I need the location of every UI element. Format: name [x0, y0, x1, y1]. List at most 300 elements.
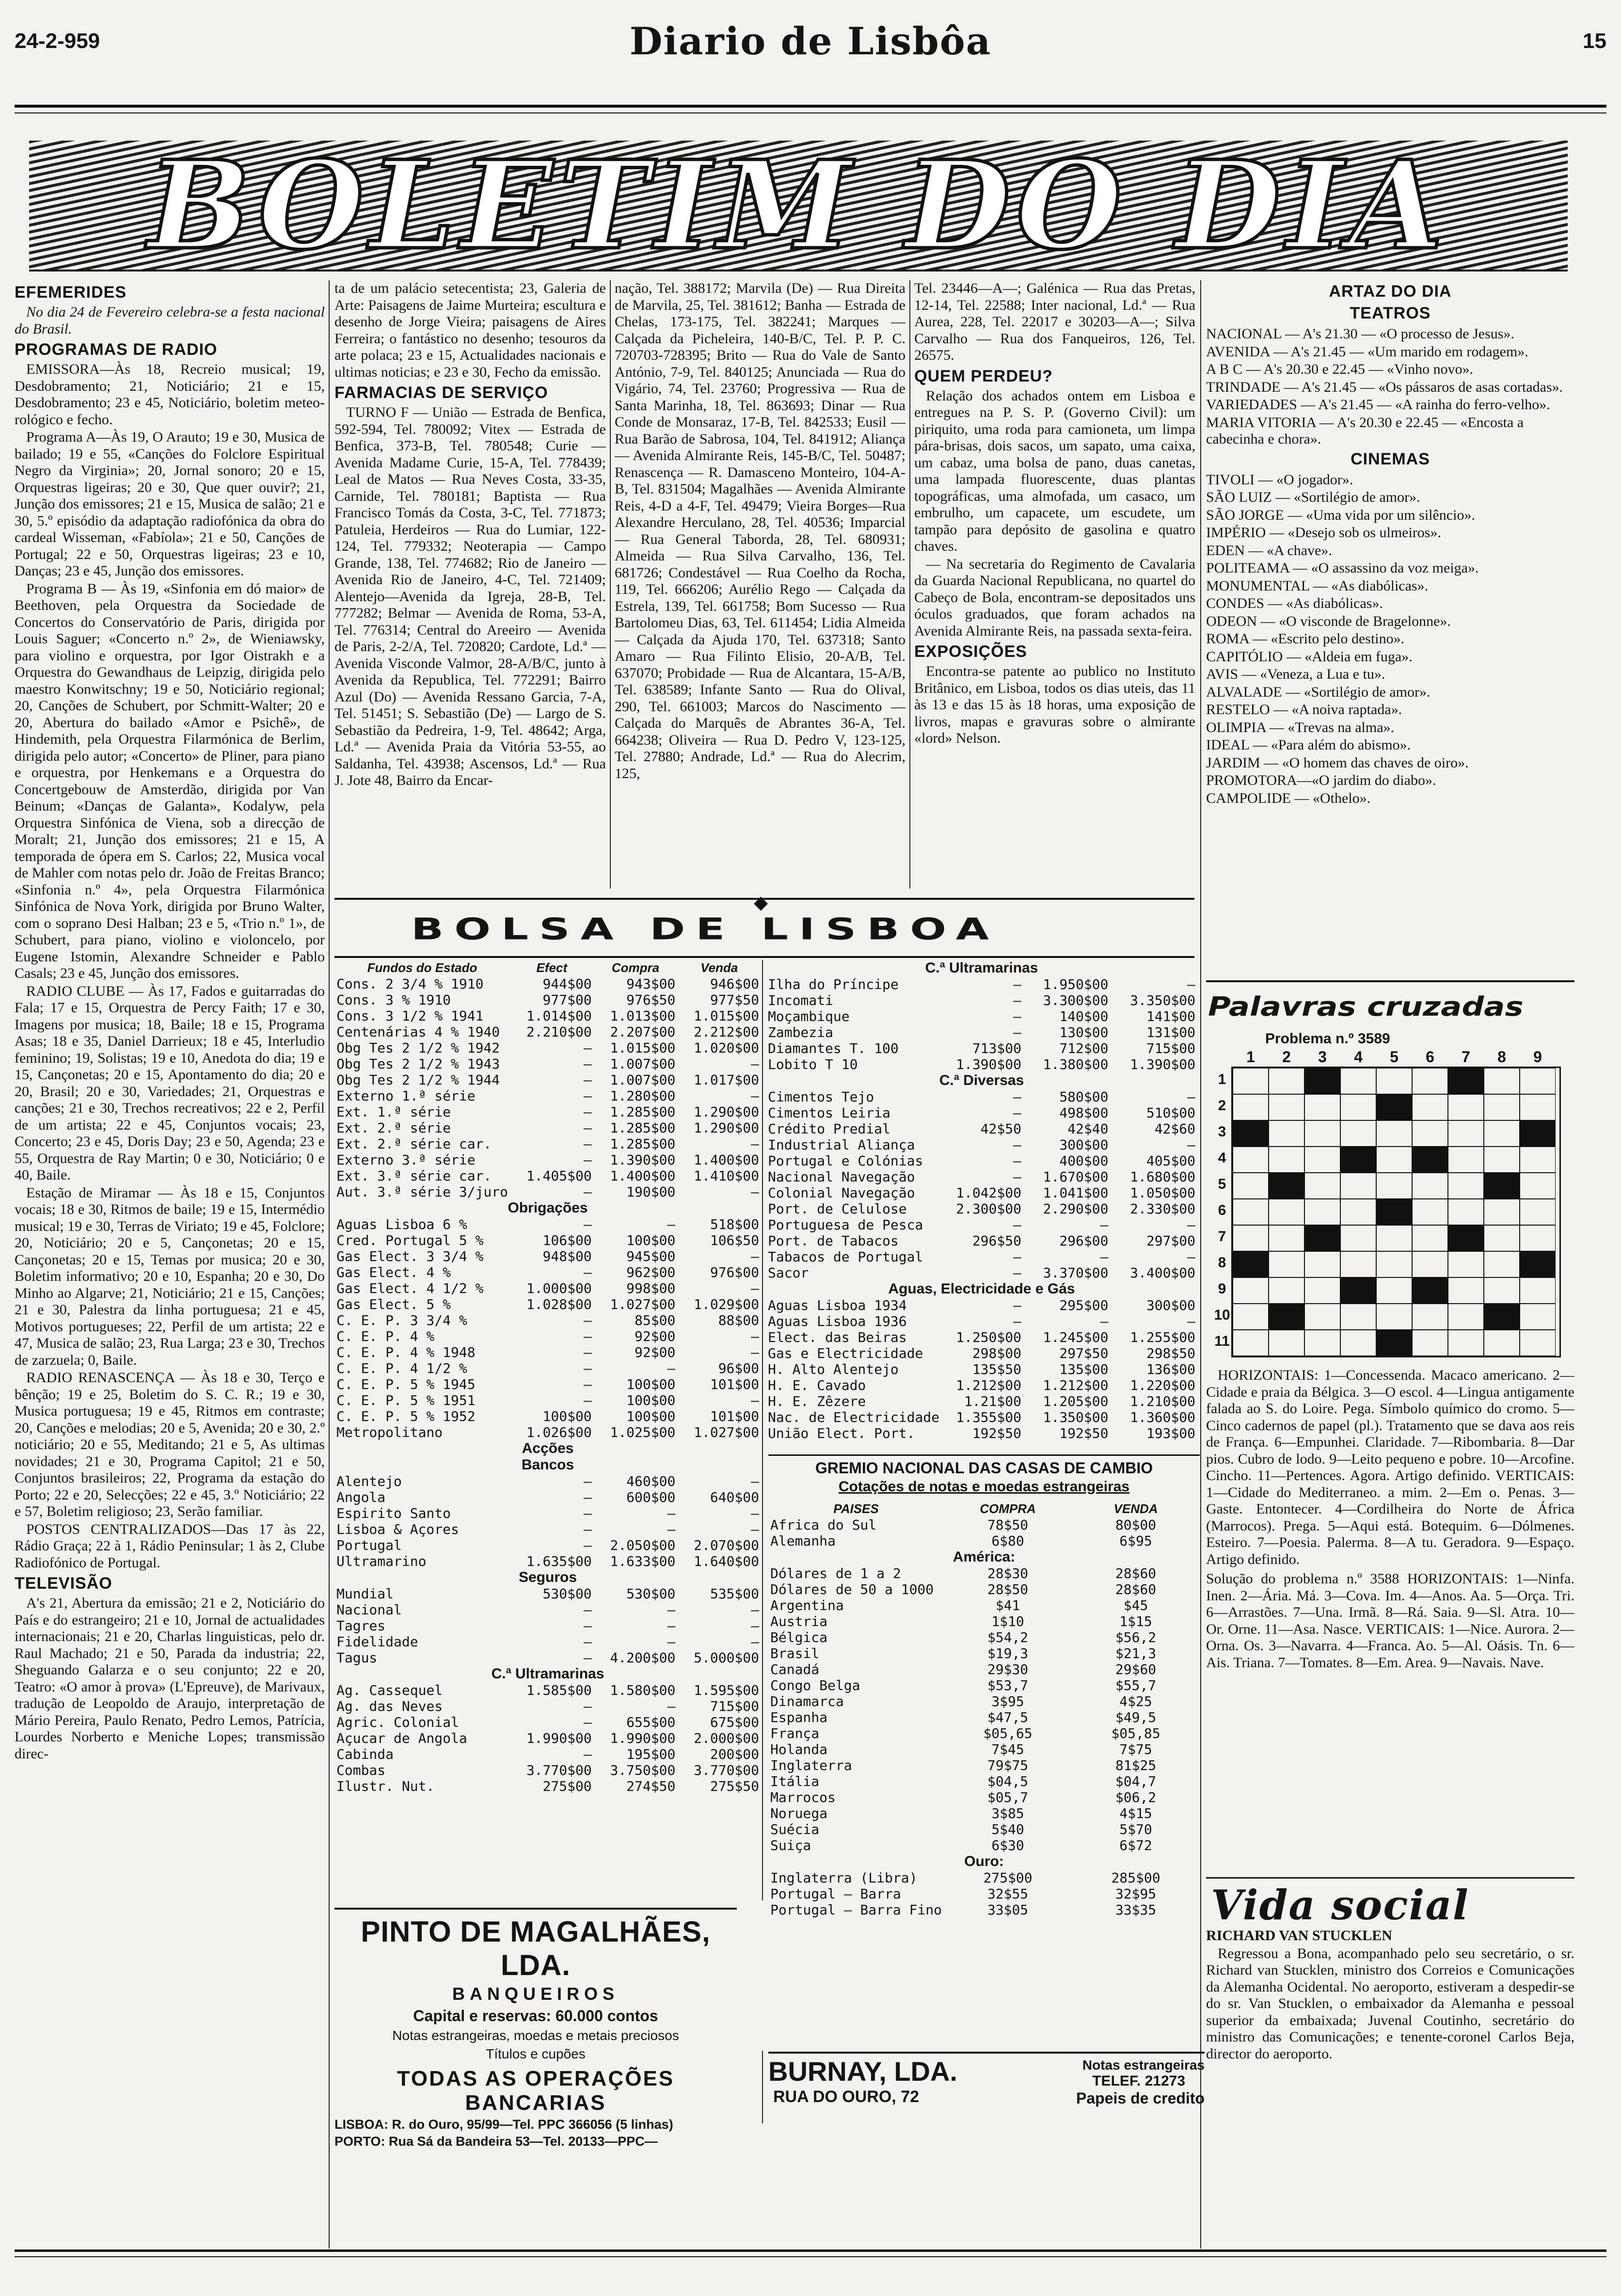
crossword-cell — [1269, 1094, 1304, 1120]
cell-value: — — [751, 1521, 759, 1537]
cell-value: 1.026$00 — [526, 1424, 592, 1440]
cell-value: 7$45 — [991, 1741, 1024, 1757]
crossword-cell — [1412, 1147, 1448, 1173]
cell-name: Ext. 2.ª série — [336, 1120, 451, 1136]
section-rule — [1206, 980, 1574, 982]
cell-value: — — [1100, 1313, 1109, 1329]
table-row — [766, 1137, 1197, 1153]
cell-value: — — [583, 1104, 592, 1120]
cinema-item: IMPÉRIO — «Desejo sob os ulmeiros». — [1206, 525, 1441, 541]
cell-value: — — [583, 1216, 592, 1232]
cell-value: 2.207$00 — [610, 1024, 676, 1040]
cell-name: Austria — [770, 1613, 828, 1629]
table-row — [768, 1821, 1200, 1837]
cell-value: 1.015$00 — [610, 1040, 676, 1056]
crossword-cell — [1448, 1225, 1484, 1251]
table-row — [766, 1105, 1197, 1121]
cell-value: 1.285$00 — [610, 1104, 676, 1120]
column-divider — [909, 280, 910, 889]
radio-para: RADIO CLUBE — Às 17, Fados e guitarradas do Fala; 17 e 15, Orquestra de Percy Faith; 17 e 30, Imagens por musica; 18, Baile; 18 e 15, Programa Asas; 18 e 35, Daniel Darrieux; 18 e 45, Interludio feminino; 19, Solistas; 19 e 10, Anedota do dia; 19 e 15, Cançonetas; 20 e 15, Apontamento do dia; 20 e 20, Brasil; 20 e 30, Variedades; 21, Orquestras e canções; 21 e 30, Trechos recreativos; 22 e 2, Perfil de um artista; 22 e 45, Conjuntos vocais; 23, Concerto; 23 e 45, Doris Day; 23 e 50, Agenda; 23 e 55, Orquestra de Ray Martin; 0 e 30, Noticiário; 0 e 40, Baile. — [15, 983, 325, 1183]
ad-operations: TODAS AS OPERAÇÕES BANCARIAS — [397, 2067, 675, 2115]
cell-value: — — [1013, 1297, 1021, 1313]
section-row — [768, 1549, 1200, 1565]
cell-name: Marrocos — [770, 1789, 836, 1805]
grid-row-number: 5 — [1218, 1176, 1226, 1192]
cell-value: 78$50 — [987, 1517, 1029, 1533]
bolsa-rule — [334, 956, 1194, 958]
table-row — [766, 1409, 1197, 1425]
column-4 — [914, 280, 1195, 889]
cinema-item: AVIS — «Veneza, a Lua e tu». — [1206, 666, 1385, 682]
grid-col-number: 8 — [1497, 1048, 1506, 1066]
cinema-item: ALVALADE — «Sortilégio de amor». — [1206, 684, 1430, 700]
cell-value: 3$95 — [991, 1693, 1024, 1709]
cell-value: 962$00 — [626, 1264, 676, 1280]
cell-value: 510$00 — [1146, 1105, 1195, 1121]
cell-value: — — [583, 1360, 592, 1376]
cell-value: $56,2 — [1115, 1629, 1157, 1645]
cell-value: $49,5 — [1115, 1709, 1157, 1725]
cell-name: Cimentos Leiria — [768, 1105, 890, 1121]
cell-value: 195$00 — [626, 1746, 676, 1762]
crossword-cell — [1448, 1094, 1484, 1120]
crossword-cell — [1412, 1068, 1448, 1094]
cell-name: Crédito Predial — [768, 1121, 890, 1137]
vida-social-title: Vida social — [1211, 1881, 1469, 1929]
cell-value: 275$00 — [542, 1778, 592, 1794]
crossword-cell — [1233, 1173, 1269, 1199]
table-row — [768, 1902, 1200, 1918]
cell-value: 1.007$00 — [610, 1072, 676, 1088]
cell-value: $04,7 — [1115, 1773, 1157, 1789]
cell-value: 518$00 — [710, 1216, 759, 1232]
crossword-cell — [1448, 1277, 1484, 1304]
crossword-cell — [1340, 1147, 1376, 1173]
table-row — [334, 1746, 761, 1762]
table-row — [768, 1597, 1200, 1613]
section-label: Acções — [522, 1440, 574, 1456]
crossword-cell — [1448, 1173, 1484, 1199]
cell-value: 1.355$00 — [956, 1409, 1021, 1425]
quem-perdeu-text: Relação dos achados ontem em Lisboa e entregues na P. S. P. (Governo Civil): um piriquito, uma roda para camioneta, um limpa pára-brisas, dois sacos, um sapato, uma caixa, um cabaz, uma bolsa de pano, duas canetas, uma lampada fluorescente, duas plantas topográficas, uma almofada, um casaco, um embrulho, um capacete, um escudete, um tampão para depósito de gasolina e quatro chaves. — [914, 387, 1195, 554]
cell-value: — — [583, 1473, 592, 1489]
cell-name: Portugal — [336, 1537, 402, 1553]
cinema-item: TIVOLI — «O jogador». — [1206, 471, 1353, 488]
cell-value: 1.050$00 — [1130, 1185, 1195, 1201]
cell-value: 530$00 — [542, 1586, 592, 1602]
ad-notes: Notas estrangeiras, moedas e metais preciosos — [392, 2028, 679, 2043]
cell-value: 1.290$00 — [694, 1120, 759, 1136]
cell-value: 498$00 — [1059, 1105, 1109, 1121]
section-heading-tv: TELEVISÃO — [15, 1574, 112, 1593]
grid-col-number: 2 — [1282, 1048, 1291, 1066]
cell-value: 96$00 — [718, 1360, 759, 1376]
cinema-item: RESTELO — «A noiva raptada». — [1206, 702, 1402, 718]
vida-text: Regressou a Bona, acompanhado pelo seu secretário, o sr. Richard van Stucklen, ministro dos Correios e Comunicações da Alemanha Ocidental. No aeroporto, estiveram a despedir-se do sr. Van Stucklen, o embaixador da Alemanha e pessoal superior da embaixada; Juvenal Coutinho, secretário do ministro das Comunicações; e tenente-coronel Carlos Beja, director do aeroporto. — [1206, 1945, 1574, 2062]
table-row — [334, 1730, 761, 1746]
crossword-cell — [1376, 1068, 1412, 1094]
cell-name: Dólares de 50 a 1000 — [770, 1581, 934, 1597]
cell-value: 3.750$00 — [610, 1762, 676, 1778]
cell-value: 1.028$00 — [526, 1296, 592, 1312]
cell-value: 530$00 — [626, 1586, 676, 1602]
crossword-clues — [1206, 1367, 1574, 1876]
cell-name: Obg Tes 2 1/2 % 1943 — [336, 1056, 500, 1072]
cell-value: — — [1013, 1169, 1021, 1185]
cell-value: 2.300$00 — [956, 1201, 1021, 1217]
tv-continued: ta de um palácio setecentista; 23, Galeria de Arte: Paisagens de Jaime Murteira; escultura e desenho de Jorge Vieira; paisagens de Aires Ferreira; o fantástico no desenho; tesouros da arte polaca; 23 e 15, Actualidades nacionais e ultimas noticias; e 23 e 30, Fecho da emissão. — [334, 280, 606, 380]
teatro-item: AVENIDA — A's 21.45 — «Um marido em rodagem». — [1206, 343, 1528, 360]
cell-value: — — [1100, 1217, 1109, 1233]
cell-value: 1.220$00 — [1130, 1377, 1195, 1393]
cell-value: — — [751, 1602, 759, 1618]
cell-value: 1.025$00 — [610, 1424, 676, 1440]
section-label: C.ª Ultramarinas — [491, 1666, 604, 1682]
table-row — [766, 1169, 1197, 1185]
grid-row-number: 1 — [1218, 1071, 1226, 1087]
cell-name: Aguas Lisboa 6 % — [336, 1216, 467, 1232]
cell-value: 296$00 — [1059, 1233, 1109, 1249]
table-row — [766, 1040, 1197, 1056]
cell-value: 944$00 — [542, 976, 592, 992]
cell-value: Efect — [536, 960, 568, 975]
cell-value: — — [1013, 1217, 1021, 1233]
crossword-cell — [1340, 1120, 1376, 1147]
crossword-cell — [1484, 1304, 1520, 1330]
grid-col-number: 6 — [1426, 1048, 1434, 1066]
cell-value: 1.015$00 — [694, 1008, 759, 1024]
table-row — [334, 960, 761, 976]
cartaz-heading: ARTAZ DO DIA — [1329, 282, 1452, 301]
table-row — [334, 1040, 761, 1056]
cell-value: 976$00 — [710, 1264, 759, 1280]
table-row — [766, 992, 1197, 1008]
exposicoes-text: Encontra-se patente ao publico no Instituto Britânico, em Lisboa, todos os dias uteis, das 11 às 13 e das 15 às 18 horas, uma exposição de livros, mapas e gravuras sobre o almirante «lord» Nelson. — [914, 663, 1195, 746]
cell-value: $55,7 — [1115, 1677, 1157, 1693]
cell-name: Inglaterra — [770, 1757, 852, 1773]
vida-social — [1206, 1928, 1574, 2136]
pinto-magalhaes-ad — [334, 1915, 737, 2149]
table-row — [766, 1121, 1197, 1137]
cell-name: Zambezia — [768, 1024, 833, 1040]
grid-col-number: 7 — [1462, 1048, 1470, 1066]
cell-value: 5.000$00 — [694, 1650, 759, 1666]
cell-value: 6$30 — [991, 1837, 1024, 1853]
cell-name: Ext. 3.ª série car. — [336, 1168, 492, 1184]
cell-value: 1.950$00 — [1043, 976, 1109, 992]
cell-name: Noruega — [770, 1805, 828, 1821]
farmacias-continued: nação, Tel. 388172; Marvila (De) — Rua Direita de Marvila, 25, Tel. 381612; Banha — Estrada de Chelas, 173-175, Tel. 382241; Marques — Calçada da Picheleira, 140-B/C, Tel. P. P. C. 720703-728395; Brito — Rua do Vale de Santo António, 7-9, Tel. 840125; Anunciada — Rua do Vigário, 74, Tel. 23760; Progressiva — Rua de Santa Marinha, 18, Tel. 863693; Dinar — Rua Conde de Monsaraz, 17-B, Tel. 842533; Eusil — Rua Barão de Sabrosa, 104, Tel. 841912; Aliança — Avenida Almirante Reis, 145-B/C, Tel. 50487; Renascença — R. Damasceno Monteiro, 104-A-B, Tel. 831504; Magalhães — Avenida Almirante Reis, 4-D a 4-F, Tel. 49479; Vieira Borges—Rua Alexandre Herculano, 28, Tel. 40536; Imparcial — Rua General Taborda, 28, Tel. 680931; Almeida — Rua Silva Carvalho, 136, Tel. 681726; Condestável — Rua Coelho da Rocha, 119, Tel. 666206; Aurélio Rego — Calçada da Estrela, 139, Tel. 661758; Bom Sucesso — Rua Bartolomeu Dias, 63, Tel. 611454; Lidia Almeida — Calçada da Ajuda 170, Tel. 637318; Santo Amaro — Rua Filinto Elisio, 20-A/B, Tel. 637070; Probidade — Rua de Alcantara, 15-A/B, Tel. 638589; Infante Santo — Rua do Olival, 290, Tel. 661003; Marcos do Nascimento — Calçada do Marquês de Abrantes 36-A, Tel. 664238; Oliveira — Rua D. Pedro V, 123-125, Tel. 27880; Andrade, Ld.ª — Rua do Alecrim, 125, — [615, 280, 906, 781]
cell-value: 1.007$00 — [610, 1056, 676, 1072]
table-row — [768, 1565, 1200, 1581]
cell-name: Portuguesa de Pesca — [768, 1217, 923, 1233]
table-row — [334, 1698, 761, 1714]
cell-value: 1.990$00 — [526, 1730, 592, 1746]
grid-col-number: 9 — [1533, 1048, 1542, 1066]
crossword-cell — [1233, 1330, 1269, 1356]
cell-name: Dólares de 1 a 2 — [770, 1565, 901, 1581]
cell-value: — — [751, 1136, 759, 1152]
column-1 — [15, 280, 325, 2248]
cinema-item: SÃO JORGE — «Uma vida por um silêncio». — [1206, 507, 1475, 523]
crossword-cell — [1233, 1251, 1269, 1277]
section-label: Seguros — [518, 1569, 577, 1585]
cell-value: 92$00 — [635, 1328, 676, 1344]
table-row — [334, 1602, 761, 1618]
crossword-cell — [1448, 1199, 1484, 1225]
cell-value: 28$60 — [1115, 1565, 1157, 1581]
section-label: C.ª Diversas — [939, 1072, 1024, 1088]
crossword-cell — [1376, 1199, 1412, 1225]
cell-name: Portugal — Barra — [770, 1886, 901, 1902]
cell-value: 80$00 — [1115, 1517, 1157, 1533]
tv-text: A's 21, Abertura da emissão; 21 e 2, Noticiário do País e do estrangeiro; 21 e 10, Jornal de actualidades internacionais; 21 e 20, Charlas linguisticas, pelo dr. Raul Machado; 21 e 50, Parada da industria; 22, Sheguando Galarza e o seu conjunto; 22 e 20, Teatro: «O amor à prova» (L'Epreuve), de Marivaux, tradução de Leopoldo de Araujo, interpretação de Mário Pereira, Paulo Renato, Pedro Lemos, Patrícia, Lourdes Norberto e Meniche Lopes; transmissão direc- — [15, 1595, 325, 1762]
cell-name: Holanda — [770, 1741, 828, 1757]
cell-value: 4$15 — [1119, 1805, 1152, 1821]
cell-name: Diamantes T. 100 — [768, 1040, 899, 1056]
cell-value: — — [583, 1602, 592, 1618]
cell-value: 6$80 — [991, 1533, 1024, 1549]
cell-name: H. E. Cavado — [768, 1377, 866, 1393]
cell-name: C. E. P. 4 1/2 % — [336, 1360, 467, 1376]
cell-value: 3.770$00 — [526, 1762, 592, 1778]
cell-value: 297$00 — [1146, 1233, 1195, 1249]
table-row — [334, 1232, 761, 1248]
crossword-cell — [1304, 1330, 1340, 1356]
cell-value: 88$00 — [718, 1312, 759, 1328]
crossword-cell — [1233, 1199, 1269, 1225]
cell-name: Gas Elect. 4 1/2 % — [336, 1280, 484, 1296]
crossword-cell — [1520, 1277, 1556, 1304]
cell-value: 2.212$00 — [694, 1024, 759, 1040]
cell-value: 1.250$00 — [956, 1329, 1021, 1345]
cell-value: — — [751, 1328, 759, 1344]
cell-name: Aguas Lisboa 1936 — [768, 1313, 907, 1329]
cell-value: 1.410$00 — [694, 1168, 759, 1184]
cell-value: — — [667, 1698, 676, 1714]
cell-value: 298$00 — [972, 1345, 1021, 1361]
cell-value: — — [751, 1280, 759, 1296]
cell-value: 400$00 — [1059, 1153, 1109, 1169]
cell-value: 192$50 — [1059, 1425, 1109, 1441]
crossword-cell — [1412, 1277, 1448, 1304]
crossword-cell — [1412, 1199, 1448, 1225]
crossword-cell — [1340, 1173, 1376, 1199]
cell-name: Brasil — [770, 1645, 820, 1661]
cambio-title: GREMIO NACIONAL DAS CASAS DE CAMBIO — [815, 1459, 1153, 1477]
column-divider — [610, 280, 611, 889]
cell-value: 3.350$00 — [1130, 992, 1195, 1008]
solution-text: Solução do problema n.º 3588 HORIZONTAIS: 1—Ninfa. Inen. 2—Ária. Má. 3—Cova. Im. 4—Anos. Aa. 5—Orça. Tri. 6—Arrastões. 7—Una. Irmã. 8—Rá. Saia. 9—Sl. Atra. 10—Or. Orne. 11—Asa. Nasce. VERTICAIS: 1—Nice. Aurora. 2—Orna. Os. 3—Navarra. 4—Franca. Ao. 5—Al. Oásis. Tn. 6—Ais. Triana. 7—Tomates. 8—Em. Area. 9—Navais. Nave. — [1206, 1571, 1574, 1671]
table-row — [334, 976, 761, 992]
table-row — [768, 1741, 1200, 1757]
section-label: Obrigações — [508, 1200, 588, 1216]
cell-value: 1.670$00 — [1043, 1169, 1109, 1185]
cell-value: 79$75 — [987, 1757, 1029, 1773]
cell-value: — — [1013, 1153, 1021, 1169]
cell-value: — — [751, 1056, 759, 1072]
crossword-cell — [1340, 1094, 1376, 1120]
cell-value: 1.029$00 — [694, 1296, 759, 1312]
cell-value: $04,5 — [987, 1773, 1029, 1789]
cell-name: C. E. P. 4 % 1948 — [336, 1344, 476, 1360]
cell-name: Sacor — [768, 1265, 809, 1281]
cell-value: 1.013$00 — [610, 1008, 676, 1024]
cell-value: Compra — [611, 960, 660, 975]
crossword-cell — [1520, 1251, 1556, 1277]
cell-value: 106$50 — [710, 1232, 759, 1248]
cell-name: Lobito T 10 — [768, 1056, 858, 1072]
quem-perdeu-text: — Na secretaria do Regimento de Cavalaria da Guarda Nacional Republicana, no quartel do Cabeço de Bola, encontram-se depositados uns óculos graduados, que foram achados na Avenida Almirante Reis, na passada sexta-feira. — [914, 556, 1195, 639]
cell-name: Cred. Portugal 5 % — [336, 1232, 484, 1248]
cell-value: 580$00 — [1059, 1089, 1109, 1105]
ad-capital: Capital e reservas: 60.000 contos — [413, 2007, 658, 2025]
cell-value: 1.390$00 — [610, 1152, 676, 1168]
ad-subtitle: BANQUEIROS — [452, 1984, 620, 2004]
cell-value: — — [583, 1120, 592, 1136]
cell-value: $45 — [1123, 1597, 1148, 1613]
cell-name: Congo Belga — [770, 1677, 860, 1693]
cell-value: 1.027$00 — [694, 1424, 759, 1440]
cell-value: 33$35 — [1115, 1902, 1157, 1918]
cell-value: 1.027$00 — [610, 1296, 676, 1312]
crossword-cell — [1269, 1173, 1304, 1199]
cell-name: Ilha do Príncipe — [768, 976, 899, 992]
cell-value: — — [1013, 1313, 1021, 1329]
table-row — [768, 1693, 1200, 1709]
table-row — [768, 1886, 1200, 1902]
cell-name: Obg Tes 2 1/2 % 1942 — [336, 1040, 500, 1056]
cell-value: 1.21$00 — [964, 1393, 1021, 1409]
cell-value: — — [583, 1376, 592, 1392]
ad-rule — [334, 1908, 737, 1910]
table-row — [766, 1249, 1197, 1265]
cell-name: Nacional Navegação — [768, 1169, 915, 1185]
problem-number: Problema n.º 3589 — [1265, 1031, 1390, 1047]
column-divider — [329, 280, 330, 2248]
farmacias-end: Tel. 23446—A—; Galénica — Rua das Pretas, 12-14, Tel. 22588; Inter nacional, Ld.ª — Rua Aurea, 228, Tel. 22017 e 30203—A—; Silva Carvalho — Rua dos Fanqueiros, 126, Tel. 26575. — [914, 280, 1195, 363]
radio-para: Estação de Miramar — Às 18 e 15, Conjuntos vocais; 18 e 30, Ritmos de baile; 19 e 15, Intermédio musical; 19 e 30, Terras de Viriato; 19 e 45, Folclore; 20, Noticiário; 20 e 5, Cançonetas; 20 e 15, Cançonetas; 20 e 15, Temas por musica; 20 e 30, Boletim informativo; 20 e 10, Espanha; 20 e 30, Do Minho ao Algarve; 21, Noticiário; 21 e 15, Canções; 21 e 30, Palestra da linha portuguesa; 21 e 45, Motivos portugueses; 22, Perfil de um artista; 22 e 47, Musica de salão; 23, Rua Larga; 23 e 30, Trechos de zarzuela; 0, Baile. — [15, 1184, 325, 1368]
table-row — [334, 1762, 761, 1778]
cell-value: $19,3 — [987, 1645, 1029, 1661]
cell-value: $47,5 — [987, 1709, 1029, 1725]
cell-value: 100$00 — [626, 1408, 676, 1424]
cell-name: Ag. Cassequel — [336, 1682, 443, 1698]
cell-value: $21,3 — [1115, 1645, 1157, 1661]
crossword-cell — [1340, 1225, 1376, 1251]
crossword-cell — [1304, 1173, 1340, 1199]
crossword-cell — [1269, 1199, 1304, 1225]
cell-value: 28$50 — [987, 1581, 1029, 1597]
page-date: 24-2-959 — [15, 29, 100, 53]
table-row — [334, 1553, 761, 1569]
section-rule — [1206, 1877, 1574, 1879]
cell-value: 275$50 — [710, 1778, 759, 1794]
top-rule-2 — [15, 112, 1606, 113]
table-row — [766, 1201, 1197, 1217]
crossword-cell — [1484, 1173, 1520, 1199]
cell-value: 28$30 — [987, 1565, 1029, 1581]
cell-value: 2.000$00 — [694, 1730, 759, 1746]
cell-value: 945$00 — [626, 1248, 676, 1264]
grid-row-number: 2 — [1218, 1098, 1226, 1114]
crossword-cell — [1412, 1330, 1448, 1356]
crossword-cell — [1520, 1304, 1556, 1330]
grid-row-number: 4 — [1218, 1150, 1226, 1166]
cell-name: Portugal — Barra Fino — [770, 1902, 942, 1918]
cell-value: — — [583, 1650, 592, 1666]
column-divider — [1200, 280, 1201, 2248]
section-row — [334, 1440, 761, 1457]
cell-value: — — [751, 1344, 759, 1360]
cell-value: 1$15 — [1119, 1613, 1152, 1629]
crossword-cell — [1304, 1120, 1340, 1147]
table-row — [334, 1505, 761, 1521]
crossword-cell — [1304, 1304, 1340, 1330]
cell-name: Itália — [770, 1773, 820, 1789]
cell-value: — — [583, 1072, 592, 1088]
table-row — [768, 1581, 1200, 1597]
table-row — [334, 1120, 761, 1136]
cell-value: 1.400$00 — [610, 1168, 676, 1184]
cell-value: 100$00 — [626, 1232, 676, 1248]
table-row — [766, 1185, 1197, 1201]
cell-value: — — [583, 1634, 592, 1650]
crossword-cell — [1340, 1199, 1376, 1225]
cell-name: Combas — [336, 1762, 386, 1778]
cell-name: Fundos do Estado — [367, 960, 477, 975]
cell-value: 1.255$00 — [1130, 1329, 1195, 1345]
section-row — [766, 1281, 1197, 1297]
crossword-cell — [1269, 1304, 1304, 1330]
column-3 — [615, 280, 906, 889]
column-divider — [762, 960, 763, 1900]
section-row — [766, 960, 1197, 976]
palavras-cruzadas-title: Palavras cruzadas — [1208, 991, 1524, 1022]
cell-value: 713$00 — [972, 1040, 1021, 1056]
cinema-item: OLIMPIA — «Trevas na alma». — [1206, 719, 1395, 735]
grid-row-number: 9 — [1218, 1281, 1226, 1297]
burnay-ad — [768, 2052, 1205, 2105]
cell-value: 32$55 — [987, 1886, 1029, 1902]
cell-value: 1.285$00 — [610, 1136, 676, 1152]
crossword-cell — [1520, 1094, 1556, 1120]
cell-name: Espanha — [770, 1709, 828, 1725]
cell-value: — — [751, 1088, 759, 1104]
crossword-cell — [1448, 1304, 1484, 1330]
cell-value: VENDA — [1113, 1501, 1158, 1516]
teatro-item: A B C — A's 20.30 e 22.45 — «Vinho novo». — [1206, 361, 1474, 377]
cell-value: $06,2 — [1115, 1789, 1157, 1805]
table-row — [334, 1280, 761, 1296]
table-row — [766, 1024, 1197, 1040]
table-row — [334, 992, 761, 1008]
crossword-cell — [1376, 1147, 1412, 1173]
radio-para: Programa B — Às 19, «Sinfonia em dó maior» de Beethoven, pela Orquestra da Sociedade de Concertos do Conservatório de Paris, dirigida por Louis Saguer; «Concerto n.º 2», de Wieniawsky, para violino e orquestra, por Igor Oistrakh e a Orquestra do Gewandhaus de Leipzig, dirigida pelo maestro Konwitschny; 19 e 50, Noticiário regional; 20, Canções de Schubert, por Schmitt-Walter; 20 e 20, Abertura do bailado «Amor e Psichê», de Hindemith, pela Orquestra Filarmónica de Berlim, dirigida pelo autor; «Concerto» de Pliner, para piano e orquestra, por Henkemans e a Orquestra do Concertgebouw de Amsterdão, dirigida por Van Beinum; «Danças de Galanta», Kodalyw, pela Orquestra Sinfónica de Viena, sob a direcção de Moralt; 21, Junção dos emissores; 21 e 15, A temporada de ópera em S. Carlos; 22, Musica vocal de Mahler com notas pelo dr. João de Freitas Branco; «Sinfonia n.º 4», pela Orquestra Filarmónica Sinfónica de Nova York, dirigida por Bruno Walter, com o soprano Desi Halban; 23 e 5, «Trio n.º 1», de Schubert, para piano, violino e violoncelo, por Eugene Istomin, Alexandre Schneider e Pablo Casals; 23 e 45, Junção dos emissores. — [15, 580, 325, 981]
column-divider — [762, 2051, 763, 2123]
cell-value: 92$00 — [635, 1344, 676, 1360]
cell-value: 274$50 — [626, 1778, 676, 1794]
table-row — [766, 1393, 1197, 1409]
cell-value: 715$00 — [710, 1698, 759, 1714]
table-row — [768, 1757, 1200, 1773]
crossword-cell — [1412, 1225, 1448, 1251]
cell-value: 81$25 — [1115, 1757, 1157, 1773]
crossword-grid — [1231, 1067, 1561, 1357]
cell-value: 2.290$00 — [1043, 1201, 1109, 1217]
cell-value: 296$50 — [972, 1233, 1021, 1249]
cell-value: COMPRA — [980, 1501, 1036, 1516]
